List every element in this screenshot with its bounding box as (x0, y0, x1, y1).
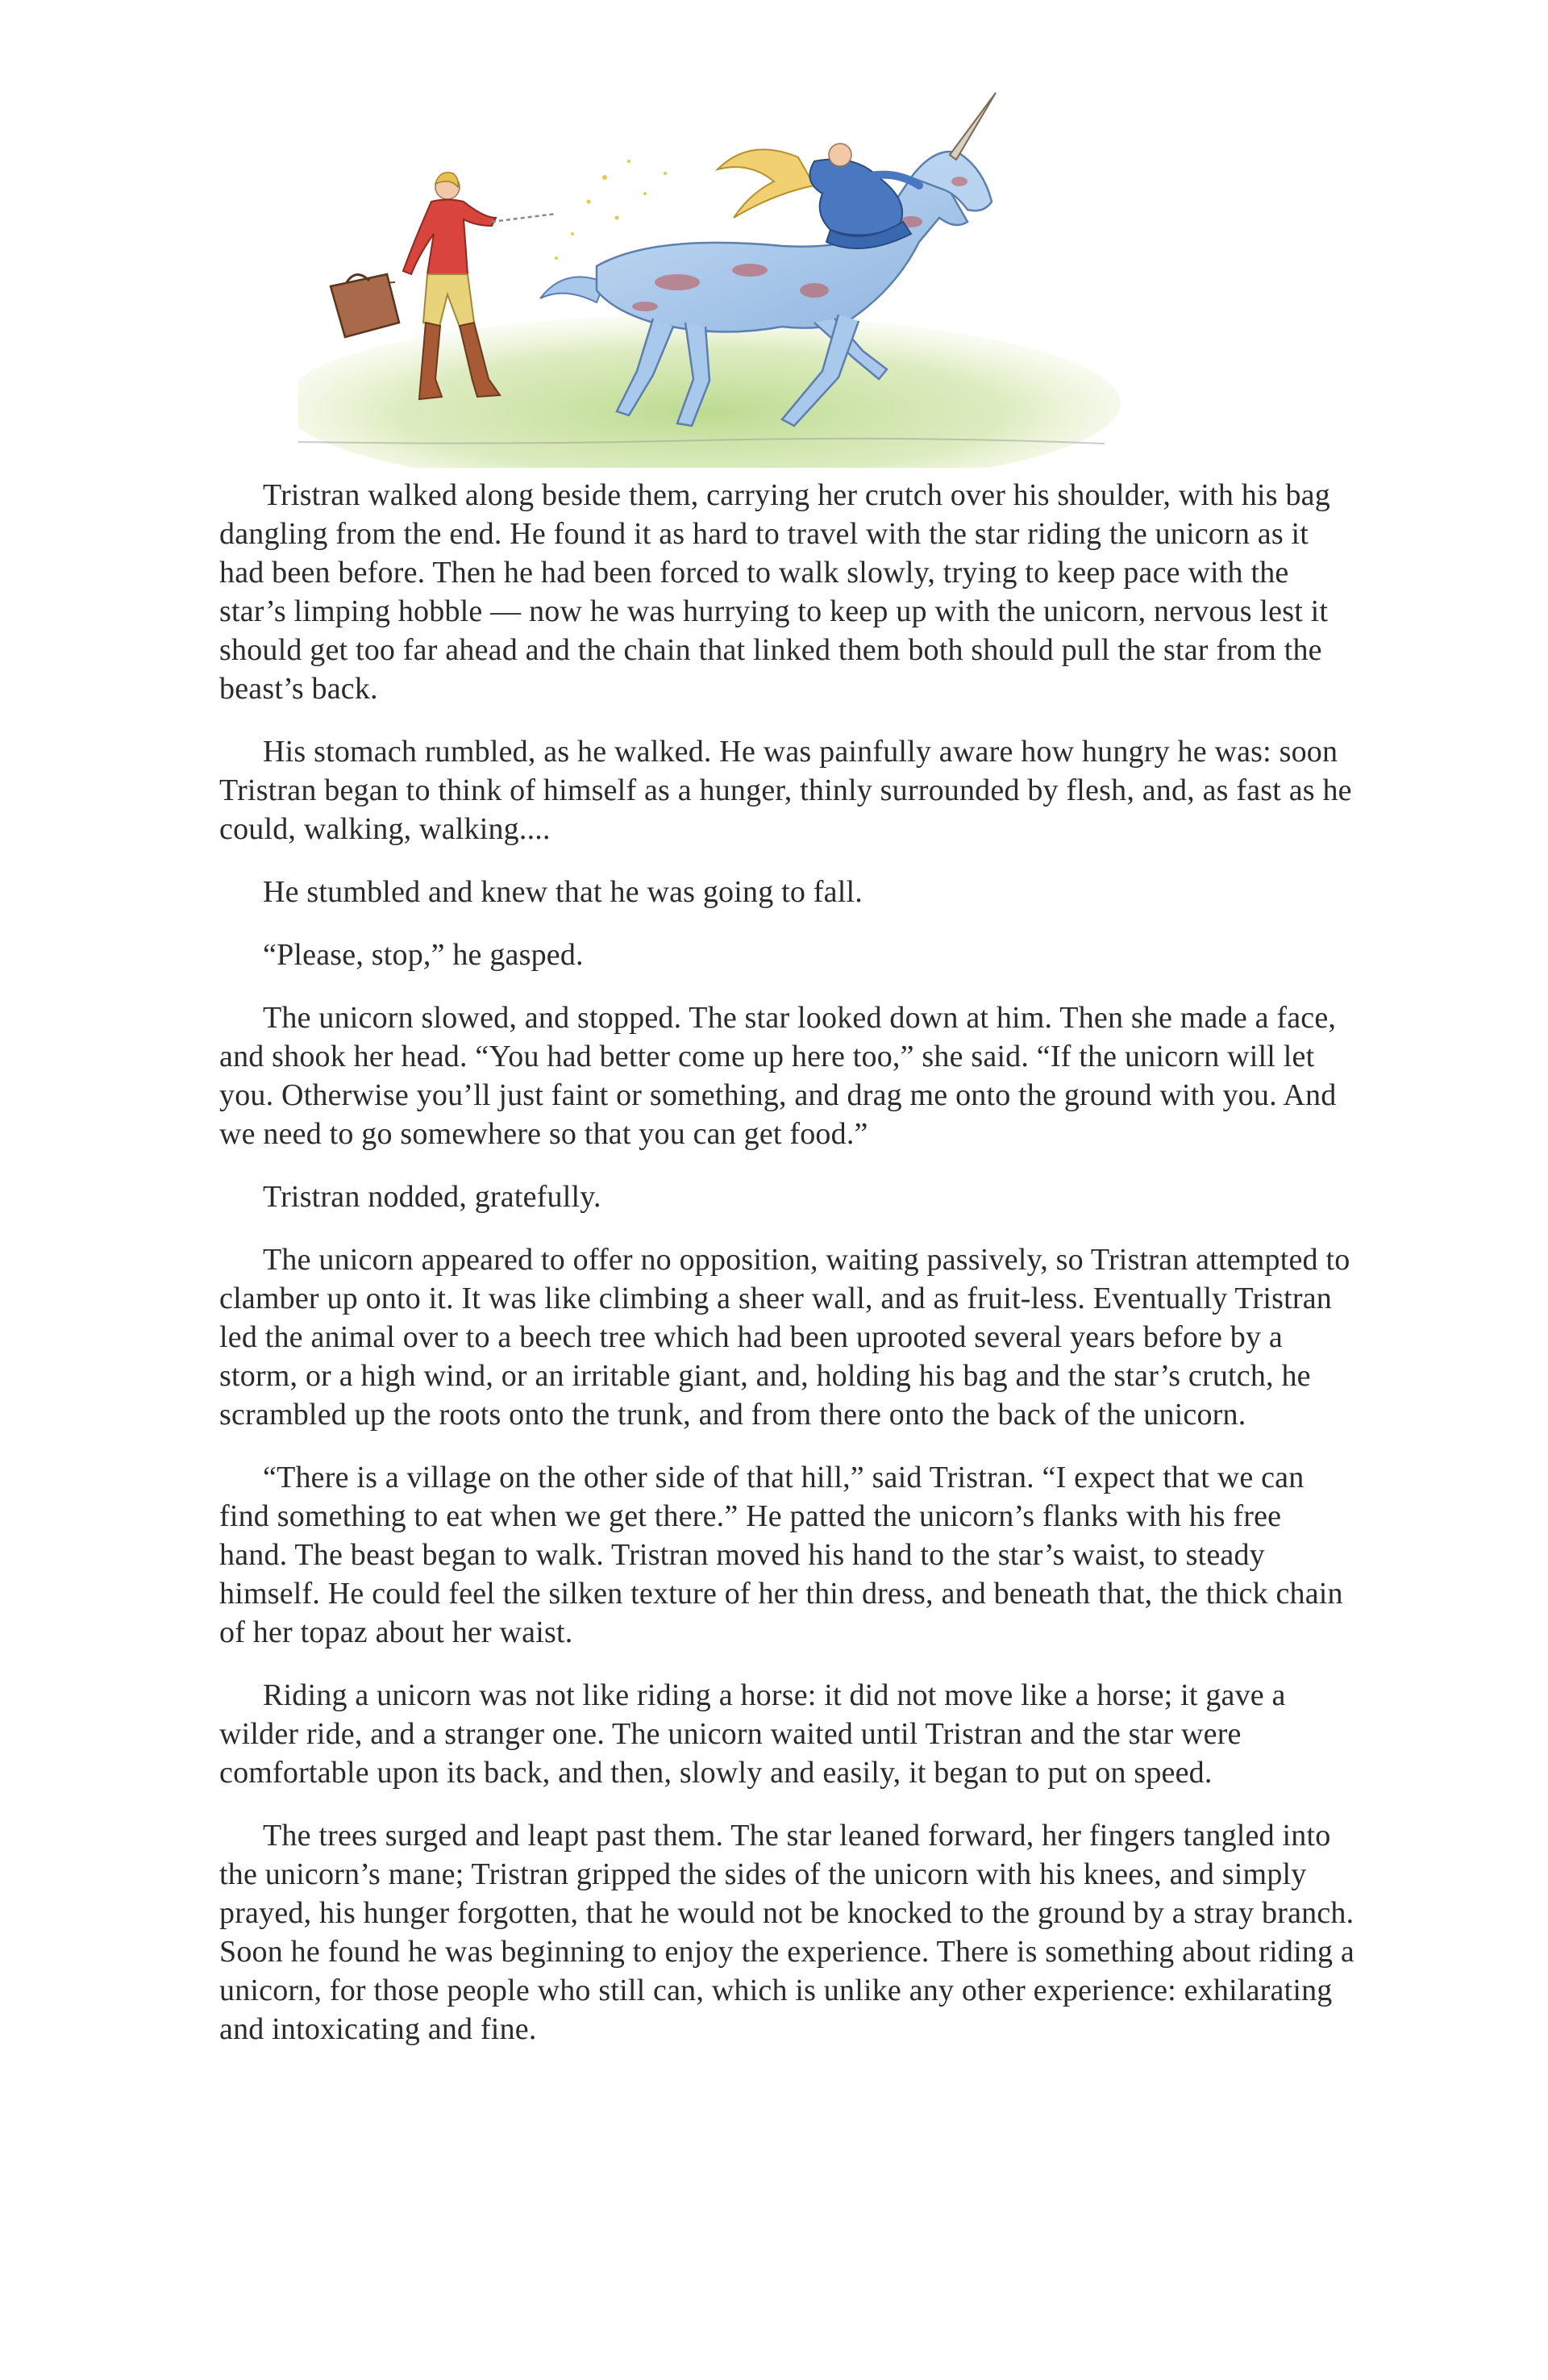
paragraph: The trees surged and leapt past them. The star leaned forward, her fingers tangled into the unicorn’s mane; Tristran gripped the sides of the unicorn with his knees, and simply prayed, his hunger forgotten, that he would not be knocked to the ground by a stray branch. Soon he found he was beginning to enjoy the experience. There is something about riding a unicorn, for those people who still can, which is unlike any other experience: exhilarating and intoxicating and fine. (219, 1819, 1354, 2046)
paragraph: “There is a village on the other side of that hill,” said Tristran. “I expect that we can find something to eat when we get there.” He patted the unicorn’s flanks with his free hand. The beast began to walk. Tristran moved his hand to the star’s waist, to steady himself. He could feel the silken texture of her thin dress, and beneath that, the thick chain of her topaz about her waist. (219, 1461, 1343, 1649)
story-text (219, 476, 1356, 2073)
paragraph: “Please, stop,” he gasped. (263, 938, 584, 972)
sparkles (555, 160, 667, 260)
paragraph: The unicorn appeared to offer no opposition, waiting passively, so Tristran attempted to clamber up onto it. It was like climbing a sheer wall, and as fruit-less. Eventually Tristran led the animal over to a beech tree which had been uprooted several years before by a storm, or a high wind, or an irritable giant, and, holding his bag and the star’s crutch, he scrambled up the roots onto the trunk, and from there onto the back of the unicorn. (219, 1243, 1350, 1432)
star-rider (718, 144, 919, 248)
paragraph: His stomach rumbled, as he walked. He was painfully aware how hungry he was: soon Tristran began to think of himself as a hunger, thinly surrounded by flesh, and, as fast as he could, walking, walking.... (219, 735, 1352, 846)
illustration-svg (298, 81, 1121, 468)
paragraph: Tristran nodded, gratefully. (263, 1180, 601, 1214)
paragraph: He stumbled and knew that he was going to fall. (263, 875, 863, 909)
paragraph: Tristran walked along beside them, carrying her crutch over his shoulder, with his bag dangling from the end. He found it as hard to travel with the star riding the unicorn as it had been before. Then he had been forced to walk slowly, trying to keep pace with the star’s limping hobble — now he was hurrying to keep up with the unicorn, nervous lest it should get too far ahead and the chain that linked them both should pull the star from the beast’s back. (219, 478, 1330, 706)
unicorn-riders-illustration (298, 81, 1121, 468)
paragraph: The unicorn slowed, and stopped. The star looked down at him. Then she made a face, and shook her head. “You had better come up here too,” she said. “If the unicorn will let you. Otherwise you’ll just faint or something, and drag me onto the ground with you. And we need to go somewhere so that you can get food.” (219, 1001, 1337, 1151)
bag-icon (331, 274, 399, 337)
paragraph: Riding a unicorn was not like riding a horse: it did not move like a horse; it gave a wilder ride, and a stranger one. The unicorn waited until Tristran and the star were comfortable upon its back, and then, slowly and easily, it began to put on speed. (219, 1678, 1286, 1790)
